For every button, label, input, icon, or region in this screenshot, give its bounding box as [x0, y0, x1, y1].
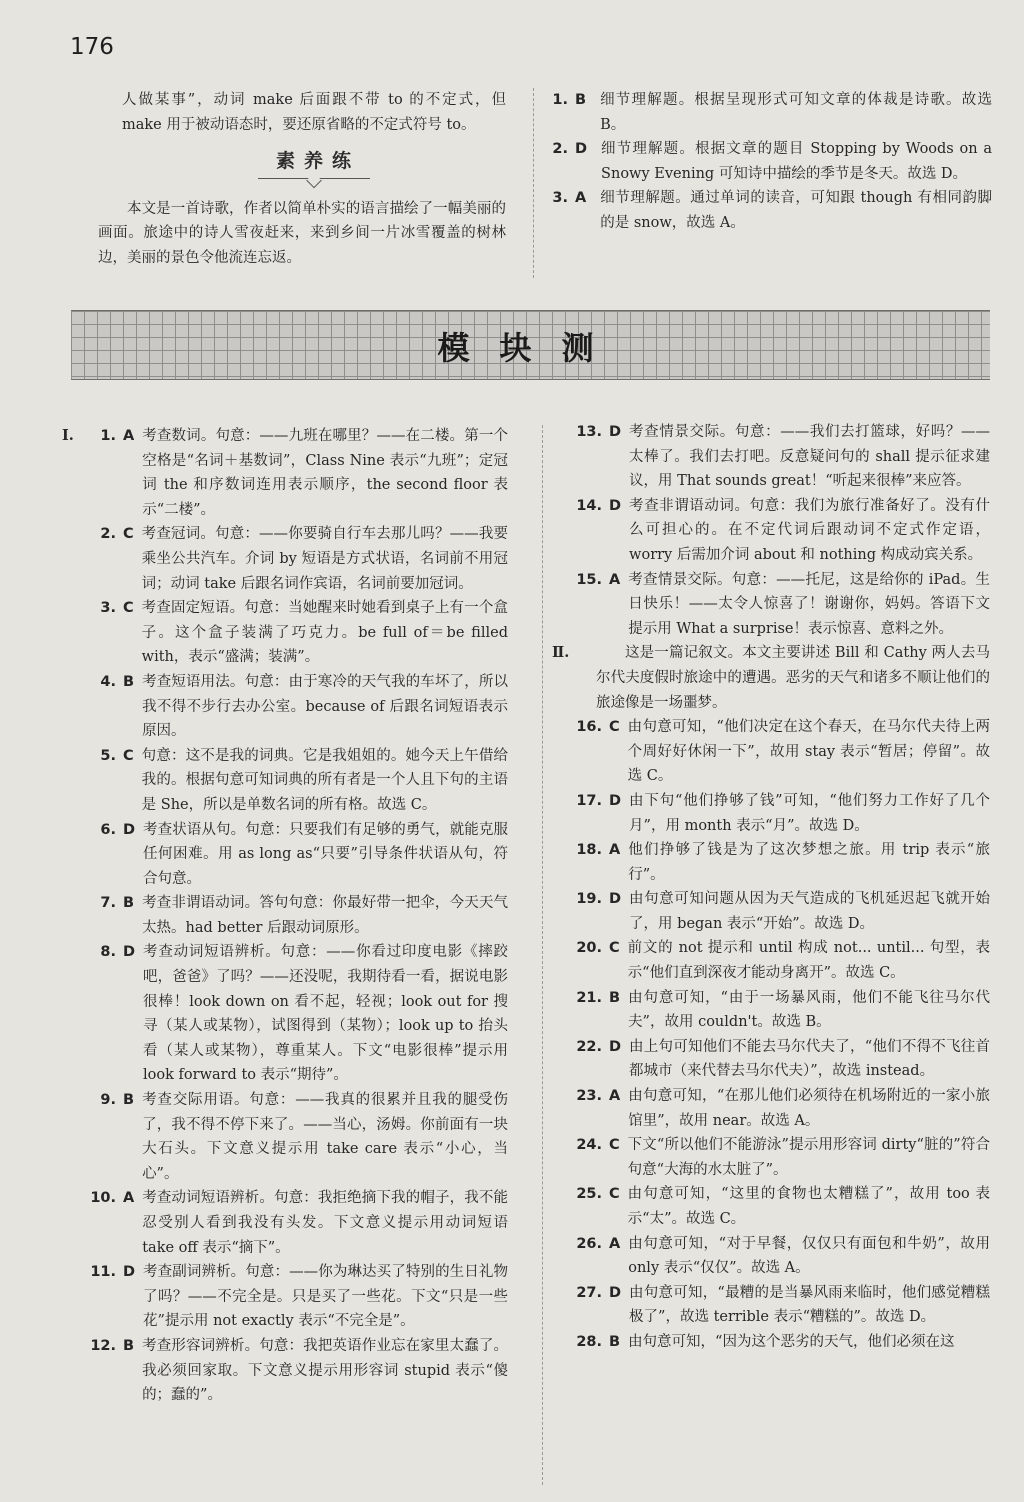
item-text: 考查副词辨析。句意：——你为琳达买了特别的生日礼物了吗？——不完全是。只是买了一些花。下文“只是一些花”提示用 not exactly 表示“不完全是”。 — [143, 1264, 508, 1330]
answer-item — [560, 494, 990, 568]
item-answer: B — [123, 1337, 135, 1354]
page-number: 176 — [70, 34, 114, 60]
answer-item — [560, 1133, 990, 1182]
item-number: 6. — [100, 821, 116, 838]
answer-item — [550, 88, 992, 137]
item-text: 由下句“他们挣够了钱”可知，“他们努力工作好了几个月”，用 month 表示“月”。故选 D。 — [629, 792, 990, 834]
answer-item — [560, 715, 990, 789]
item-number: 25. — [576, 1186, 602, 1203]
item-number: 5. — [100, 747, 116, 764]
answer-item — [560, 568, 990, 642]
item-text: 考查情景交际。句意：——我们去打篮球，好吗？——太棒了。我们去打吧。反意疑问句的 shall 提示征求建议，用 That sounds great！“听起来很棒”来应答。 — [629, 424, 990, 490]
item-number: 23. — [576, 1088, 602, 1105]
item-answer: C — [609, 940, 620, 957]
answer-item — [560, 1330, 990, 1355]
answer-item — [560, 1182, 990, 1231]
item-answer: D — [609, 891, 622, 908]
item-text: 由句意可知，“在那儿他们必须待在机场附近的一家小旅馆里”，故用 near。故选 A。 — [628, 1088, 990, 1129]
answer-item — [70, 744, 508, 818]
answer-item — [70, 818, 508, 892]
answer-item — [560, 887, 990, 936]
item-text: 前文的 not 提示和 until 构成 not... until... 句型，表示“他们直到深夜才能动身离开”。故选 C。 — [627, 940, 990, 982]
item-number: 14. — [576, 497, 602, 514]
top-left-column — [98, 88, 506, 271]
item-answer: C — [609, 1137, 620, 1154]
item-text: 考查动词短语辨析。句意：——你看过印度电影《摔跤吧，爸爸》了吗？——还没呢，我期待看一看，据说电影很棒！look down on 看不起，轻视；look out for 搜寻（某人或某物），试图得到（某物）；look up to 抬头看（某人或某物），尊重某人。下文“电影很棒”提示用 look forward to 表示“期待”。 — [143, 944, 508, 1084]
top-right-column — [550, 88, 992, 236]
item-answer: D — [609, 1284, 622, 1301]
item-number: 18. — [576, 842, 602, 859]
item-answer: C — [609, 719, 620, 736]
answer-item — [70, 1260, 508, 1334]
answer-item — [560, 936, 990, 985]
item-answer: B — [609, 1333, 621, 1350]
item-answer: C — [123, 600, 134, 617]
item-text: 细节理解题。根据文章的题目 Stopping by Woods on a Snowy Evening 可知诗中描绘的季节是冬天。故选 D。 — [601, 141, 992, 182]
item-answer: A — [123, 428, 135, 444]
item-number: 28. — [576, 1333, 602, 1350]
item-answer: A — [609, 1088, 621, 1105]
roman-section-2 — [552, 641, 990, 715]
item-text: 考查冠词。句意：——你要骑自行车去那儿吗？——我要乘坐公共汽车。介词 by 短语是方式状语，名词前不用冠词；动词 take 后跟名词作宾语，名词前要加冠词。 — [141, 526, 508, 592]
answer-item — [560, 1035, 990, 1084]
item-number: 15. — [576, 571, 602, 588]
column-divider-bottom — [542, 425, 543, 1485]
item-answer: A — [123, 1190, 135, 1207]
item-number: 1. — [552, 92, 568, 108]
item-number: 10. — [90, 1190, 116, 1207]
answer-item — [560, 838, 990, 887]
banner-title: 模块测 — [437, 329, 624, 367]
item-text: 细节理解题。通过单词的读音，可知跟 though 有相同韵脚的是 snow，故选 A。 — [600, 190, 992, 231]
item-number: 22. — [576, 1038, 602, 1055]
item-answer: C — [609, 1186, 620, 1203]
item-answer: B — [123, 1092, 135, 1109]
section-title-text: 素养练 — [258, 149, 370, 179]
section-title-suyanglian — [122, 149, 506, 179]
answer-item — [70, 670, 508, 744]
answer-item — [70, 1186, 508, 1260]
answer-item — [560, 789, 990, 838]
item-text: 考查动词短语辨析。句意：我拒绝摘下我的帽子，我不能忍受别人看到我没有头发。下文意义提示用动词短语 take off 表示“摘下”。 — [142, 1190, 508, 1256]
item-number: 24. — [576, 1137, 602, 1154]
item-text: 考查情景交际。句意：——托尼，这是给你的 iPad。生日快乐！——太令人惊喜了！谢谢你，妈妈。答语下文提示用 What a surprise！表示惊喜、意料之外。 — [628, 571, 990, 637]
item-text: 考查形容词辨析。句意：我把英语作业忘在家里太蠢了。我必须回家取。下文意义提示用形容词 stupid 表示“傻的；蠢的”。 — [142, 1337, 508, 1404]
item-answer: D — [609, 1038, 622, 1055]
item-answer: A — [609, 1235, 621, 1252]
item-text: 细节理解题。根据呈现形式可知文章的体裁是诗歌。故选 B。 — [600, 92, 992, 133]
item-number: 13. — [576, 424, 602, 440]
answer-item — [560, 420, 990, 494]
item-number: 1. — [100, 428, 116, 444]
answer-item — [70, 1088, 508, 1186]
item-answer: D — [609, 497, 622, 514]
item-text: 考查交际用语。句意：——我真的很累并且我的腿受伤了，我不得不停下来了。——当心，汤姆。你前面有一块大石头。下文意义提示用 take care 表示“小心，当心”。 — [142, 1092, 508, 1182]
item-number: 16. — [576, 719, 602, 736]
item-answer: D — [123, 1264, 136, 1281]
item-answer: D — [575, 141, 588, 158]
column-divider-top — [533, 88, 534, 278]
item-text: 考查非谓语动词。句意：我们为旅行准备好了。没有什么可担心的。在不定代词后跟动词不定式作定语，worry 后需加介词 about 和 nothing 构成动宾关系。 — [629, 497, 990, 563]
bottom-right-column — [552, 420, 990, 1355]
section-2-intro: 这是一篇记叙文。本文主要讲述 Bill 和 Cathy 两人去马尔代夫度假时旅途中的遭遇。恶劣的天气和诸多不顺让他们的旅途像是一场噩梦。 — [596, 645, 990, 711]
answer-item — [560, 1084, 990, 1133]
item-answer: B — [575, 92, 587, 108]
item-number: 12. — [90, 1337, 116, 1354]
item-number: 7. — [100, 895, 116, 912]
bottom-left-column — [62, 424, 508, 1408]
item-text: 由句意可知，“最糟的是当暴风雨来临时，他们感觉糟糕极了”，故选 terrible 表示“糟糕的”。故选 D。 — [629, 1284, 990, 1326]
summary-paragraph: 本文是一首诗歌，作者以简单朴实的语言描绘了一幅美丽的画面。旅途中的诗人雪夜赶来，来到乡间一片冰雪覆盖的树林边，美丽的景色令他流连忘返。 — [98, 200, 506, 266]
item-answer: D — [609, 424, 622, 440]
roman-numeral-2: Ⅱ. — [552, 644, 570, 662]
answer-item — [70, 891, 508, 940]
item-text: 由句意可知，“他们决定在这个春天，在马尔代夫待上两个周好好休闲一下”，故用 stay 表示“暂居；停留”。故选 C。 — [627, 719, 990, 785]
item-answer: D — [123, 944, 136, 961]
item-number: 11. — [90, 1264, 116, 1281]
item-text: 考查状语从句。句意：只要我们有足够的勇气，就能克服任何困难。用 as long as“只要”引导条件状语从句，符合句意。 — [143, 821, 508, 887]
item-answer: A — [609, 842, 621, 859]
item-number: 8. — [100, 944, 116, 961]
item-answer: A — [575, 190, 587, 207]
item-answer: D — [609, 792, 622, 809]
answer-item — [550, 186, 992, 235]
answer-item — [560, 986, 990, 1035]
item-number: 19. — [576, 891, 602, 908]
item-number: 2. — [552, 141, 568, 158]
item-number: 2. — [100, 526, 116, 543]
item-number: 17. — [576, 792, 602, 809]
roman-numeral-1: Ⅰ. — [62, 427, 74, 444]
item-number: 26. — [576, 1235, 602, 1252]
item-text: 由上句可知他们不能去马尔代夫了，“他们不得不飞往首都城市（来代替去马尔代夫）”，故选 instead。 — [629, 1038, 990, 1080]
item-number: 20. — [576, 940, 602, 957]
answer-item — [560, 1232, 990, 1281]
item-answer: B — [123, 895, 135, 912]
answer-item — [70, 596, 508, 670]
item-number: 3. — [100, 600, 116, 617]
item-answer: B — [609, 989, 621, 1006]
answer-item — [70, 940, 508, 1088]
answer-item — [550, 137, 992, 186]
item-text: 考查短语用法。句意：由于寒冷的天气我的车坏了，所以我不得不步行去办公室。because of 后跟名词短语表示原因。 — [142, 673, 508, 740]
item-number: 3. — [552, 190, 568, 207]
answer-item — [70, 424, 508, 522]
item-text: 由句意可知，“这里的食物也太糟糕了”，故用 too 表示“太”。故选 C。 — [627, 1186, 990, 1227]
answer-item — [70, 1334, 508, 1408]
item-text: 由句意可知，“因为这个恶劣的天气，他们必须在这 — [628, 1333, 955, 1350]
continued-text: 人做某事”，动词 make 后面跟不带 to 的不定式，但 make 用于被动语态时，要还原省略的不定式符号 to。 — [122, 92, 506, 133]
item-text: 考查数词。句意：——九班在哪里？——在二楼。第一个空格是“名词＋基数词”，Class Nine 表示“九班”；定冠词 the 和序数词连用表示顺序，the second floor 表示“二楼”。 — [142, 428, 508, 518]
module-test-banner — [71, 310, 990, 380]
item-answer: C — [123, 526, 134, 543]
answer-item — [560, 1281, 990, 1330]
item-text: 由句意可知，“由于一场暴风雨，他们不能飞往马尔代夫”，故用 couldn't。故选 B。 — [628, 989, 990, 1031]
item-number: 4. — [100, 673, 116, 690]
item-number: 21. — [576, 989, 602, 1006]
item-text: 他们挣够了钱是为了这次梦想之旅。用 trip 表示“旅行”。 — [628, 842, 990, 883]
item-number: 27. — [576, 1284, 602, 1301]
item-answer: C — [123, 747, 134, 764]
item-text: 下文“所以他们不能游泳”提示用形容词 dirty“脏的”符合句意“大海的水太脏了”。 — [627, 1137, 990, 1178]
item-answer: A — [609, 571, 621, 588]
answer-item — [70, 522, 508, 596]
item-text: 考查非谓语动词。答句句意：你最好带一把伞，今天天气太热。had better 后跟动词原形。 — [142, 895, 508, 936]
item-text: 由句意可知问题从因为天气造成的飞机延迟起飞就开始了，用 began 表示“开始”。故选 D。 — [629, 891, 990, 932]
item-text: 由句意可知，“对于早餐，仅仅只有面包和牛奶”，故用 only 表示“仅仅”。故选 A。 — [628, 1235, 990, 1277]
item-answer: D — [123, 821, 136, 838]
item-number: 9. — [100, 1092, 116, 1109]
item-text: 考查固定短语。句意：当她醒来时她看到桌子上有一个盒子。这个盒子装满了巧克力。be full of＝be filled with，表示“盛满；装满”。 — [141, 600, 508, 666]
item-text: 句意：这不是我的词典。它是我姐姐的。她今天上午借给我的。根据句意可知词典的所有者是一个人且下句的主语是 She，所以是单数名词的所有格。故选 C。 — [141, 747, 508, 813]
item-answer: B — [123, 673, 135, 690]
